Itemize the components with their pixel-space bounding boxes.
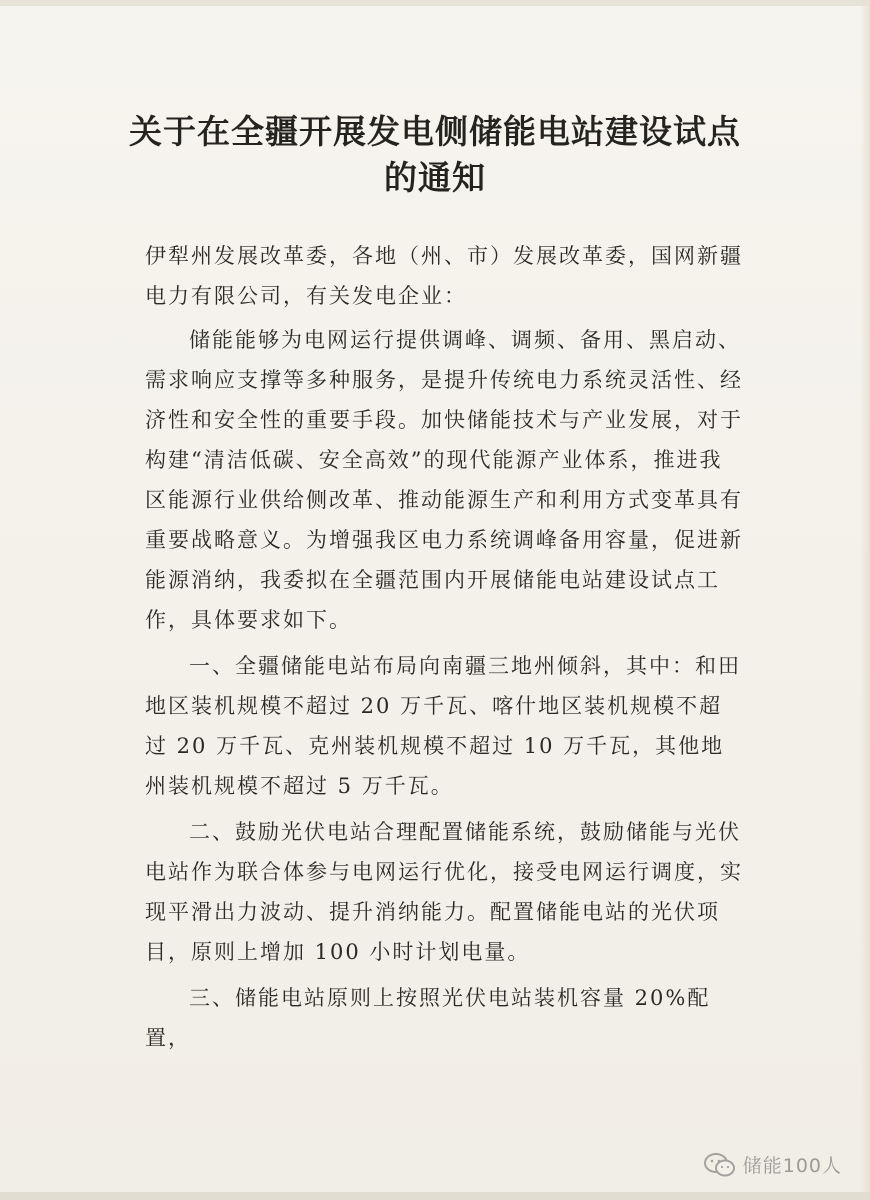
watermark [703,1151,842,1178]
wechat-icon [703,1152,737,1178]
scan-edge-bottom [0,1192,870,1200]
scan-edge-top [0,0,870,6]
recipients: 伊犁州发展改革委，各地（州、市）发展改革委，国网新疆电力有限公司，有关发电企业： [145,244,743,308]
document-title-line-1: 关于在全疆开展发电侧储能电站建设试点 [129,112,741,151]
paragraph-item-1: 一、全疆储能电站布局向南疆三地州倾斜，其中：和田地区装机规模不超过 20 万千瓦、喀什地区装机规模不超过 20 万千瓦、克州装机规模不超过 10 万千瓦，其他地州装机规模不超过 5 万千瓦。 [145,654,741,798]
paragraph-item-3: 三、储能电站原则上按照光伏电站装机容量 20%配置， [145,986,711,1050]
scan-edge-right [860,0,870,1200]
document-title-line-2: 的通知 [384,158,486,197]
watermark-text: 储能100人 [742,1155,842,1177]
paragraph-intro: 储能能够为电网运行提供调峰、调频、备用、黑启动、需求响应支撑等多种服务，是提升传统电力系统灵活性、经济性和安全性的重要手段。加快储能技术与产业发展，对于构建“清洁低碳、安全高效”的现代能源产业体系，推进我区能源行业供给侧改革、推动能源生产和利用方式变革具有重要战略意义。为增强我区电力系统调峰备用容量，促进新能源消纳，我委拟在全疆范围内开展储能电站建设试点工作，具体要求如下。 [145,328,743,632]
document-body [145,236,745,1058]
paragraph-item-2: 二、鼓励光伏电站合理配置储能系统，鼓励储能与光伏电站作为联合体参与电网运行优化，接受电网运行调度，实现平滑出力波动、提升消纳能力。配置储能电站的光伏项目，原则上增加 100 小时计划电量。 [145,820,743,964]
